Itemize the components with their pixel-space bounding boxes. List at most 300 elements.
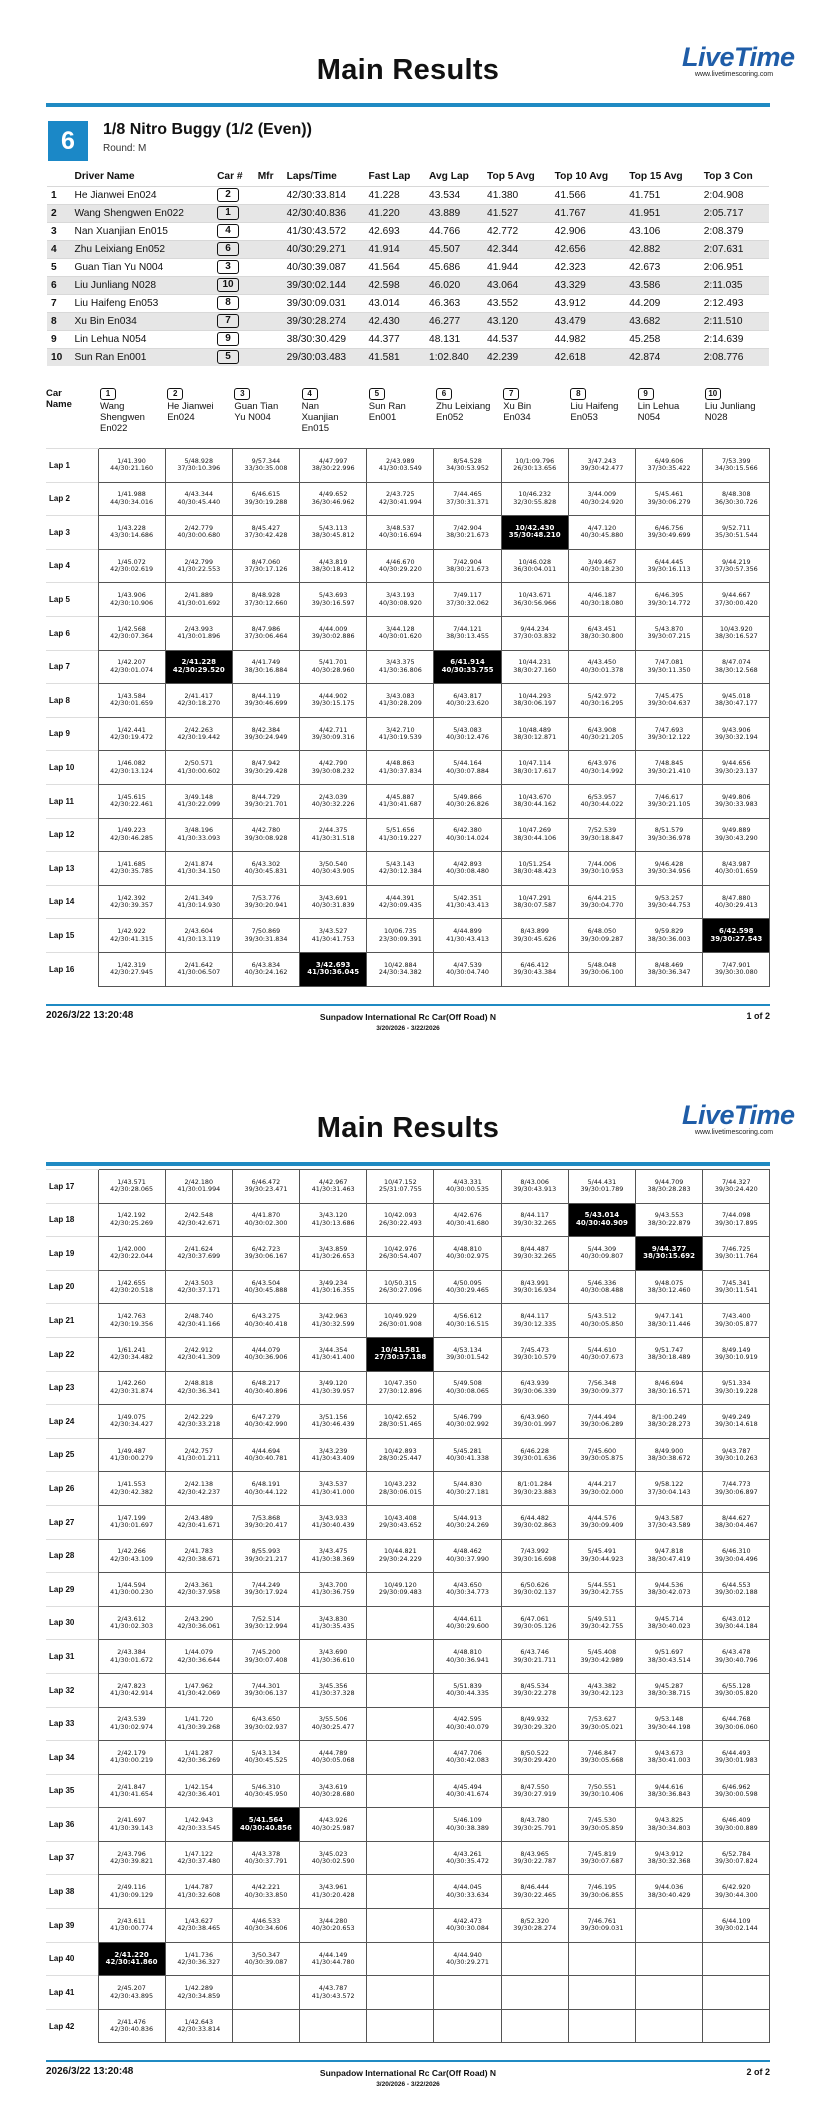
table-row	[47, 330, 769, 348]
lap-cumulative: 42/30:29.520	[172, 665, 225, 674]
lap-cumulative: 37/30:42.428	[244, 531, 288, 540]
lap-cumulative: 40/30:25.477	[311, 1722, 355, 1731]
lap-cumulative: 40/30:01.378	[580, 665, 624, 674]
lap-position-time: 2/41.624	[184, 1245, 214, 1254]
lap-position-time: 4/42.893	[453, 860, 482, 869]
table-row	[47, 294, 769, 312]
lap-cumulative: 39/30:01.542	[446, 1353, 489, 1362]
lap-position-time: 1/61.241	[117, 1345, 146, 1354]
lap-cell	[232, 852, 299, 886]
results-cell: 43.912	[554, 297, 586, 309]
results-cell: 45.507	[429, 243, 461, 255]
lap-cell	[501, 1573, 568, 1607]
lap-position-time: 4/42.711	[318, 725, 348, 734]
lap-cumulative: 39/30:16.934	[513, 1286, 557, 1295]
lap-cumulative: 41/30:13.119	[177, 934, 221, 943]
lap-position-time: 5/51.839	[453, 1681, 482, 1690]
lap-number-label: Lap 35	[46, 1774, 98, 1808]
results-cell	[213, 276, 254, 294]
lap-cumulative: 38/30:34.803	[647, 1823, 691, 1832]
lap-position-time: 5/43.083	[453, 725, 482, 734]
lap-position-time: 10/41.581	[380, 1345, 420, 1354]
lap-cell	[300, 1505, 367, 1539]
lap-cumulative: 40/30:44.022	[580, 800, 624, 809]
results-header-cell: Laps/Time	[286, 171, 337, 183]
lap-position-time: 8/48.928	[251, 591, 281, 600]
lap-cumulative: 40/30:21.205	[580, 733, 624, 742]
logo-url: www.livetimescoring.com	[694, 71, 774, 78]
lap-cell	[300, 1774, 367, 1808]
lap-position-time: 3/49.148	[184, 792, 214, 801]
lap-row	[46, 684, 770, 718]
lap-cell	[300, 818, 367, 852]
lap-cumulative: 39/30:44.753	[647, 901, 691, 910]
lap-cumulative: 39/30:10.406	[580, 1789, 624, 1798]
lap-chart-car-header	[705, 388, 765, 423]
lap-position-time: 9/44.219	[721, 557, 751, 566]
lap-cell	[703, 549, 770, 583]
results-cell: 29/30:03.483	[286, 351, 347, 363]
lap-position-time: 2/43.503	[184, 1278, 214, 1287]
lap-cell	[367, 717, 434, 751]
lap-position-time: 1/42.643	[184, 2017, 214, 2026]
lap-position-time: 7/52.539	[587, 826, 617, 835]
lap-cell	[636, 818, 703, 852]
lap-cell	[434, 952, 501, 986]
lap-position-time: 5/43.693	[318, 591, 348, 600]
lap-position-time: 6/43.960	[520, 1413, 550, 1422]
lap-position-time: 2/43.384	[117, 1648, 146, 1657]
lap-row	[46, 1371, 770, 1405]
car-driver-name-line: En053	[570, 412, 598, 424]
lap-cell	[703, 1337, 770, 1371]
lap-cumulative: 39/30:04.496	[714, 1554, 758, 1563]
lap-cell	[501, 1237, 568, 1271]
lap-cumulative: 38/30:12.871	[513, 733, 557, 742]
lap-cumulative: 41/30:34.150	[177, 867, 221, 876]
lap-cumulative: 40/30:34.773	[446, 1588, 489, 1597]
lap-cumulative: 39/30:11.764	[714, 1252, 758, 1261]
lap-cell	[367, 1539, 434, 1573]
lap-row	[46, 1304, 770, 1338]
lap-row	[46, 1942, 770, 1976]
car-number-badge: 5	[369, 388, 385, 400]
lap-cell	[300, 549, 367, 583]
lap-cell	[165, 1203, 232, 1237]
class-number-badge: 6	[48, 121, 88, 161]
lap-position-time: 2/47.823	[117, 1681, 146, 1690]
lap-cumulative: 42/30:22.044	[110, 1252, 154, 1261]
results-cell: 2:12.493	[703, 297, 744, 309]
lap-position-time: 6/42.598	[719, 927, 754, 936]
lap-position-time: 2/42.179	[117, 1748, 146, 1757]
lap-cumulative: 40/30:37.791	[244, 1857, 288, 1866]
lap-position-time: 6/44.109	[721, 1916, 751, 1925]
results-cell: 43.106	[629, 225, 661, 237]
results-cell	[213, 258, 254, 276]
results-cell: 41.951	[629, 207, 661, 219]
lap-position-time: 4/43.819	[318, 557, 348, 566]
lap-cell	[568, 1237, 635, 1271]
lap-cumulative: 37/30:10.396	[177, 464, 221, 473]
lap-cell	[703, 1875, 770, 1909]
lap-cumulative: 25/31:07.755	[378, 1185, 422, 1194]
results-cell: 2:05.717	[703, 207, 744, 219]
lap-position-time: 5/43.512	[587, 1312, 617, 1321]
lap-cell	[434, 1237, 501, 1271]
lap-position-time: 4/42.676	[453, 1211, 482, 1220]
lap-position-time: 8/44.119	[251, 692, 281, 701]
lap-cell	[98, 1976, 165, 2010]
lap-cell	[367, 616, 434, 650]
lap-number-label: Lap 2	[46, 482, 98, 516]
lap-cell	[434, 549, 501, 583]
lap-cumulative: 40/30:39.087	[244, 1957, 288, 1966]
lap-cumulative: 39/30:17.924	[244, 1588, 288, 1597]
lap-cell	[703, 516, 770, 550]
lap-position-time: 10/42.093	[384, 1211, 417, 1220]
lap-position-time: 5/44.164	[453, 759, 482, 768]
lap-position-time: 8/48.469	[654, 960, 684, 969]
lap-row	[46, 1875, 770, 1909]
lap-row	[46, 482, 770, 516]
lap-cell	[165, 1371, 232, 1405]
footer-page-number: 2 of 2	[746, 2067, 770, 2077]
lap-position-time: 5/46.336	[587, 1278, 617, 1287]
lap-cumulative: 41/30:41.753	[311, 934, 355, 943]
lap-cell	[636, 549, 703, 583]
results-cell: 42.882	[629, 243, 661, 255]
lap-row	[46, 1472, 770, 1506]
lap-cumulative: 40/30:12.476	[446, 733, 489, 742]
lap-cumulative: 38/30:44.162	[513, 800, 557, 809]
lap-position-time: 4/47.539	[453, 960, 482, 969]
lap-number-label: Lap 29	[46, 1573, 98, 1607]
lap-cell	[367, 1505, 434, 1539]
lap-cell	[568, 549, 635, 583]
lap-cell	[165, 751, 232, 785]
lap-cumulative: 38/30:47.419	[647, 1554, 691, 1563]
results-cell	[213, 312, 254, 330]
results-cell: 2	[51, 207, 57, 219]
lap-position-time: 10/43.920	[719, 624, 753, 633]
car-number-badge: 1	[217, 206, 239, 220]
lap-cumulative: 41/30:40.439	[311, 1521, 355, 1530]
lap-cumulative: 39/30:11.350	[647, 665, 691, 674]
lap-row	[46, 1405, 770, 1439]
lap-cumulative: 26/30:13.656	[513, 464, 557, 473]
lap-cumulative: 27/30:37.188	[374, 1353, 427, 1362]
lap-row	[46, 650, 770, 684]
lap-cell	[501, 1606, 568, 1640]
lap-cell	[367, 919, 434, 953]
lap-cell	[98, 1841, 165, 1875]
lap-cumulative: 41/30:43.572	[311, 1991, 355, 2000]
lap-cumulative: 40/30:01.659	[714, 867, 758, 876]
lap-position-time: 6/48.191	[251, 1480, 281, 1489]
lap-cell	[367, 684, 434, 718]
lap-cell	[501, 482, 568, 516]
lap-position-time: 1/46.082	[117, 759, 146, 768]
lap-cell	[232, 1875, 299, 1909]
lap-position-time: 10/50.315	[384, 1278, 417, 1287]
lap-cell	[367, 1909, 434, 1943]
fastest-lap-cell	[434, 650, 501, 684]
lap-row	[46, 852, 770, 886]
lap-cell	[98, 549, 165, 583]
lap-cumulative: 41/30:20.428	[311, 1890, 355, 1899]
lap-position-time: 8/47.060	[251, 557, 281, 566]
lap-position-time: 7/56.348	[587, 1379, 617, 1388]
lap-cell	[165, 1707, 232, 1741]
lap-cumulative: 42/30:43.895	[110, 1991, 154, 2000]
car-number-badge: 7	[217, 314, 239, 328]
header-divider	[46, 103, 770, 107]
fastest-lap-cell	[568, 1203, 635, 1237]
lap-cell	[703, 650, 770, 684]
lap-position-time: 3/44.354	[318, 1345, 348, 1354]
lap-cumulative: 29/30:43.652	[378, 1521, 422, 1530]
lap-position-time: 9/44.616	[654, 1782, 684, 1791]
lap-cell	[232, 1673, 299, 1707]
results-header-cell: Top 10 Avg	[554, 171, 609, 183]
lap-cumulative: 42/30:01.659	[110, 699, 154, 708]
lap-cell	[434, 684, 501, 718]
results-cell: 41.581	[368, 351, 400, 363]
lap-cell	[367, 549, 434, 583]
lap-cell	[367, 583, 434, 617]
lap-cell	[367, 1606, 434, 1640]
lap-row	[46, 919, 770, 953]
results-cell: He Jianwei En024	[74, 189, 157, 201]
lap-cell	[98, 616, 165, 650]
lap-cumulative: 41/30:00.602	[177, 766, 221, 775]
lap-position-time: 10/43.671	[518, 591, 552, 600]
lap-chart-car-header	[234, 388, 294, 423]
lap-cell	[98, 2009, 165, 2043]
lap-cumulative: 39/30:02.886	[311, 632, 355, 641]
lap-cumulative: 41/30:31.463	[311, 1185, 355, 1194]
lap-cell	[300, 1640, 367, 1674]
lap-cumulative: 37/30:06.464	[244, 632, 288, 641]
lap-position-time: 4/44.940	[453, 1950, 482, 1959]
results-cell: 2:04.908	[703, 189, 744, 201]
footer-event: Sunpadow International Rc Car(Off Road) N	[319, 1012, 497, 1022]
lap-cumulative: 40/30:31.839	[311, 901, 355, 910]
results-cell: 2:14.639	[703, 333, 744, 345]
lap-cumulative: 40/30:24.920	[580, 497, 624, 506]
results-cell: 42.598	[368, 279, 400, 291]
lap-row	[46, 516, 770, 550]
lap-position-time: 8/44.627	[721, 1513, 751, 1522]
lap-cumulative: 40/30:08.480	[446, 867, 489, 876]
lap-row	[46, 717, 770, 751]
lap-position-time: 2/43.361	[184, 1581, 214, 1590]
lap-cell	[98, 1707, 165, 1741]
car-number-badge: 4	[217, 224, 239, 238]
lap-position-time: 6/44.553	[721, 1581, 751, 1590]
lap-position-time: 6/44.482	[520, 1513, 550, 1522]
results-cell: 41.914	[368, 243, 400, 255]
lap-cumulative: 42/30:37.480	[177, 1857, 221, 1866]
lap-cell	[568, 1405, 635, 1439]
lap-cell	[501, 449, 568, 483]
lap-cumulative: 42/30:41.994	[378, 497, 422, 506]
lap-position-time: 8/1:01.284	[517, 1480, 553, 1489]
lap-cell	[367, 1237, 434, 1271]
lap-row	[46, 784, 770, 818]
lap-cell	[501, 852, 568, 886]
lap-row	[46, 1808, 770, 1842]
lap-cell	[636, 952, 703, 986]
lap-cell	[636, 1170, 703, 1204]
lap-position-time: 4/43.331	[453, 1177, 482, 1186]
livetime-logo	[682, 42, 795, 78]
lap-cumulative: 38/30:38.672	[647, 1454, 691, 1463]
lap-cell	[165, 516, 232, 550]
lap-position-time: 5/41.564	[248, 1816, 284, 1825]
results-cell	[254, 204, 283, 222]
lap-cumulative: 39/30:16.698	[513, 1554, 557, 1563]
lap-position-time: 9/59.829	[654, 927, 684, 936]
lap-cumulative: 38/30:12.460	[647, 1286, 691, 1295]
lap-cell	[367, 885, 434, 919]
lap-cell	[165, 1270, 232, 1304]
lap-cell	[703, 1539, 770, 1573]
lap-cell	[703, 1909, 770, 1943]
lap-position-time: 9/52.711	[721, 524, 751, 533]
lap-cumulative: 38/30:06.197	[513, 699, 557, 708]
lap-cumulative: 41/30:00.219	[110, 1756, 154, 1765]
lap-cumulative: 42/30:37.958	[177, 1588, 221, 1597]
lap-position-time: 5/41.701	[318, 658, 348, 667]
lap-position-time: 9/45.018	[721, 692, 751, 701]
lap-cumulative: 38/30:11.446	[647, 1319, 691, 1328]
lap-position-time: 5/43.014	[584, 1211, 620, 1220]
lap-position-time: 6/52.784	[721, 1849, 751, 1858]
lap-cumulative: 39/30:43.290	[714, 833, 758, 842]
lap-cumulative: 41/30:37.328	[311, 1689, 355, 1698]
lap-cumulative: 38/30:17.617	[513, 766, 557, 775]
lap-cumulative: 40/30:29.413	[714, 901, 758, 910]
lap-position-time: 8/47.074	[721, 658, 751, 667]
lap-cell	[434, 2009, 501, 2043]
results-cell	[213, 222, 254, 240]
lap-position-time: 8/44.729	[251, 792, 281, 801]
lap-cumulative: 39/30:24.420	[714, 1185, 758, 1194]
lap-row	[46, 1203, 770, 1237]
round-label: Round: M	[103, 143, 147, 154]
lap-cumulative: 36/30:04.011	[513, 565, 557, 574]
results-header-cell: Top 15 Avg	[629, 171, 683, 183]
footer-divider	[46, 2060, 770, 2062]
lap-position-time: 5/49.511	[587, 1614, 617, 1623]
lap-position-time: 10/42.976	[384, 1245, 417, 1254]
results-cell: Nan Xuanjian En015	[74, 225, 168, 237]
lap-cell	[367, 650, 434, 684]
lap-position-time: 7/46.847	[587, 1748, 617, 1757]
lap-number-label: Lap 20	[46, 1270, 98, 1304]
lap-cumulative: 38/30:41.003	[647, 1756, 691, 1765]
lap-row	[46, 1741, 770, 1775]
lap-position-time: 6/46.228	[520, 1446, 550, 1455]
lap-cell	[501, 717, 568, 751]
lap-cumulative: 42/30:33.814	[177, 2025, 221, 2034]
lap-number-label: Lap 38	[46, 1875, 98, 1909]
lap-position-time: 3/43.830	[318, 1614, 348, 1623]
lap-row	[46, 885, 770, 919]
lap-position-time: 1/45.615	[117, 792, 146, 801]
lap-cell	[165, 1875, 232, 1909]
lap-position-time: 6/46.412	[520, 960, 550, 969]
lap-cell	[434, 1203, 501, 1237]
lap-chart-label-line: Car	[46, 388, 62, 399]
lap-row	[46, 1606, 770, 1640]
lap-position-time: 10/49.929	[384, 1312, 417, 1321]
lap-position-time: 4/43.378	[251, 1849, 281, 1858]
lap-position-time: 2/48.740	[184, 1312, 214, 1321]
lap-cell	[300, 1405, 367, 1439]
lap-cumulative: 39/30:01.997	[513, 1420, 557, 1429]
lap-cell	[501, 616, 568, 650]
lap-position-time: 1/47.122	[184, 1849, 214, 1858]
lap-cell	[568, 1774, 635, 1808]
lap-cell	[232, 1371, 299, 1405]
lap-cell	[501, 952, 568, 986]
results-cell: 39/30:02.144	[286, 279, 347, 291]
results-cell: 46.277	[429, 315, 461, 327]
table-row	[47, 204, 769, 222]
lap-position-time: 2/41.874	[184, 860, 214, 869]
lap-cumulative: 42/30:43.109	[110, 1554, 154, 1563]
lap-cell	[636, 1774, 703, 1808]
lap-cell	[568, 684, 635, 718]
page-title: Main Results	[316, 1112, 500, 1144]
lap-cumulative: 40/30:20.653	[311, 1924, 355, 1933]
lap-cell	[232, 1774, 299, 1808]
lap-cumulative: 39/30:06.855	[580, 1890, 624, 1899]
lap-cell	[636, 449, 703, 483]
results-cell	[254, 186, 283, 204]
lap-position-time: 7/45.600	[587, 1446, 617, 1455]
lap-position-time: 3/43.961	[318, 1883, 348, 1892]
fastest-lap-cell	[98, 1942, 165, 1976]
lap-cumulative: 41/30:41.000	[311, 1487, 355, 1496]
results-cell: 43.682	[629, 315, 661, 327]
lap-position-time: 8/49.149	[721, 1345, 751, 1354]
lap-cell	[703, 583, 770, 617]
fastest-lap-cell	[232, 1808, 299, 1842]
lap-position-time: 9/58.122	[654, 1480, 684, 1489]
lap-cumulative: 42/30:34.427	[110, 1420, 154, 1429]
lap-position-time: 8/46.444	[520, 1883, 550, 1892]
results-cell: 42.323	[554, 261, 586, 273]
lap-cell	[98, 1337, 165, 1371]
lap-position-time: 2/43.039	[318, 792, 348, 801]
lap-cumulative: 39/30:04.637	[647, 699, 691, 708]
lap-cumulative: 40/30:07.884	[446, 766, 489, 775]
lap-cumulative: 42/30:37.699	[177, 1252, 221, 1261]
lap-cell	[501, 1203, 568, 1237]
results-cell: 42.874	[629, 351, 661, 363]
lap-cumulative: 40/30:36.906	[244, 1353, 288, 1362]
lap-cumulative: 39/30:34.956	[647, 867, 691, 876]
lap-cumulative: 41/30:38.369	[311, 1554, 355, 1563]
lap-cell	[568, 482, 635, 516]
lap-cumulative: 42/30:37.171	[177, 1286, 221, 1295]
lap-position-time: 6/47.279	[251, 1413, 281, 1422]
lap-position-time: 9/43.825	[654, 1816, 684, 1825]
